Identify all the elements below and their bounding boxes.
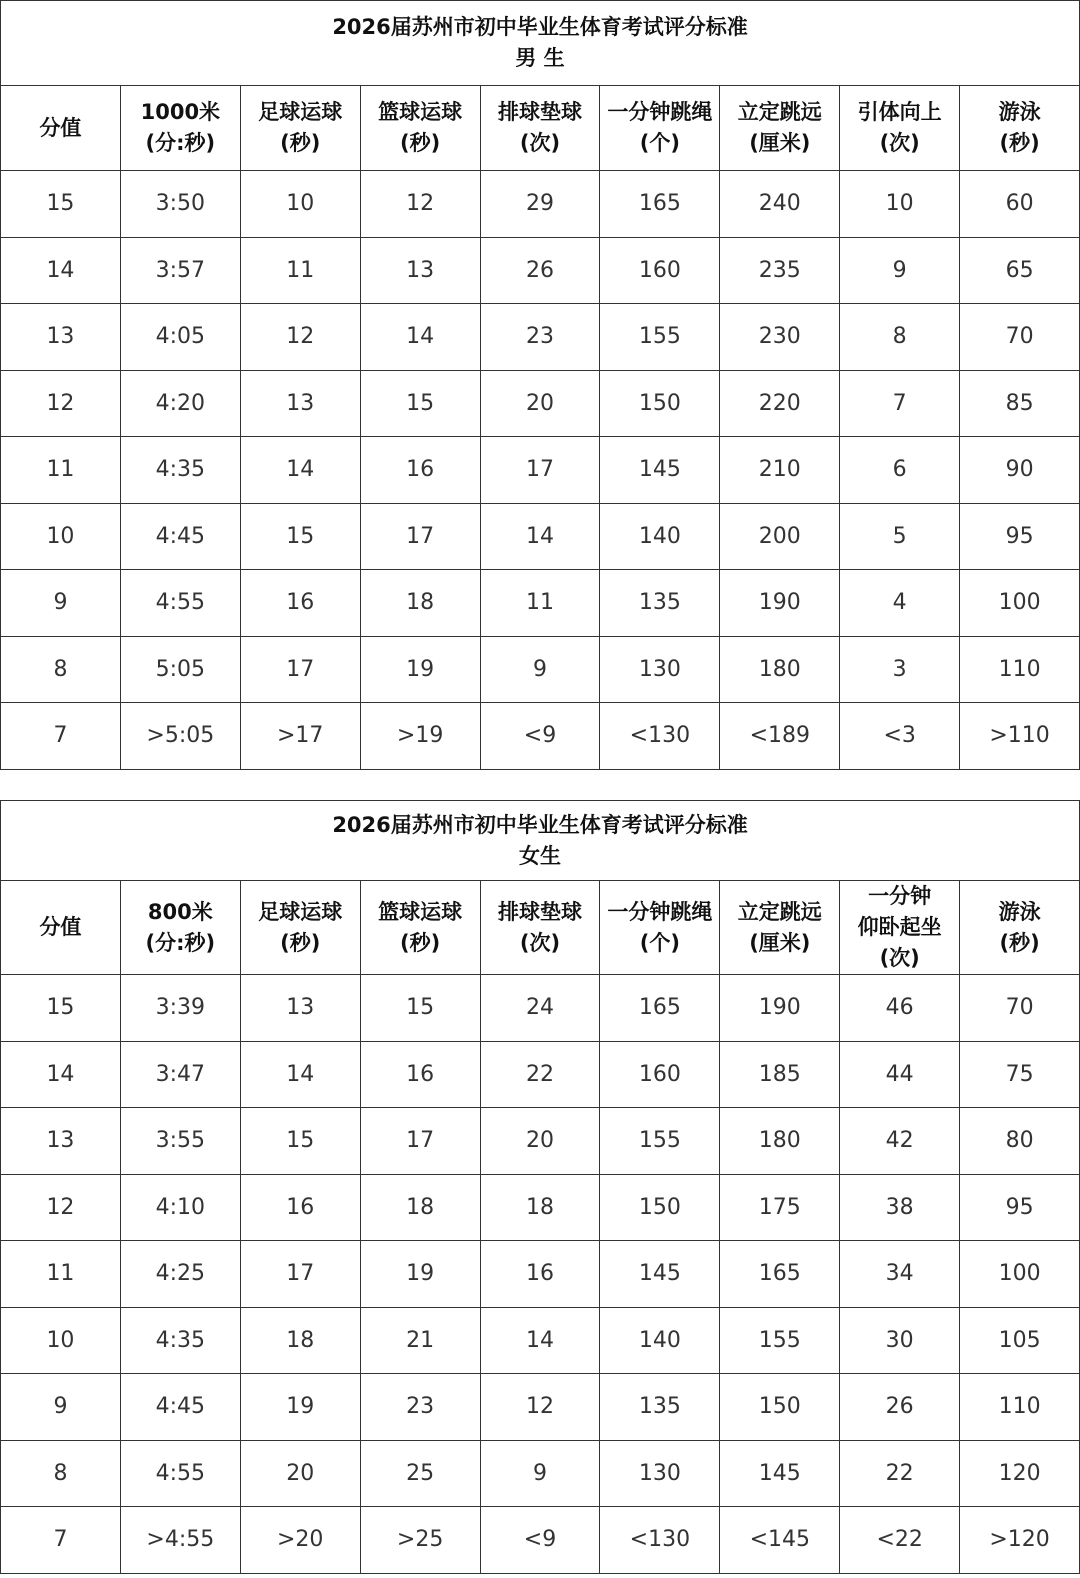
table-cell: 17 <box>480 437 600 504</box>
table-cell: 16 <box>240 570 360 637</box>
column-header <box>1 881 121 975</box>
table-cell: 130 <box>600 1440 720 1507</box>
table-cell: 14 <box>480 503 600 570</box>
table-cell: 12 <box>1 1174 121 1241</box>
column-header-line: 一分钟 <box>868 884 932 908</box>
table-cell: 19 <box>240 1374 360 1441</box>
table-row <box>1 304 1080 371</box>
column-header <box>960 86 1080 171</box>
table-cell: 180 <box>720 636 840 703</box>
column-header <box>240 881 360 975</box>
table-cell: 15 <box>1 975 121 1042</box>
table-cell: 6 <box>840 437 960 504</box>
table-cell: 11 <box>1 1241 121 1308</box>
table-cell: >4:55 <box>120 1507 240 1574</box>
table-cell: 14 <box>480 1307 600 1374</box>
table-cell: 8 <box>1 1440 121 1507</box>
title-text: 2026届苏州市初中毕业生体育考试评分标准 <box>332 15 748 39</box>
column-header-line: 分值 <box>39 115 82 140</box>
subtitle-text: 女生 <box>519 843 562 868</box>
table-cell: 46 <box>840 975 960 1042</box>
subtitle-text: 男 生 <box>515 46 565 70</box>
column-header-line: 篮球运球 <box>378 899 463 924</box>
table-cell: <22 <box>840 1507 960 1574</box>
table-cell: 165 <box>600 975 720 1042</box>
table-cell: 150 <box>600 370 720 437</box>
table-cell: 4:10 <box>120 1174 240 1241</box>
column-header-line: (秒) <box>400 131 441 155</box>
table-cell: 9 <box>840 237 960 304</box>
female-score-table <box>0 800 1080 1574</box>
table-cell: 7 <box>840 370 960 437</box>
table-cell: 8 <box>840 304 960 371</box>
table-cell: 10 <box>240 171 360 238</box>
table-cell: 15 <box>240 1108 360 1175</box>
table-row <box>1 1374 1080 1441</box>
table-row <box>1 437 1080 504</box>
table-cell: 110 <box>960 1374 1080 1441</box>
column-header-line: 分值 <box>39 915 82 939</box>
table-cell: <130 <box>600 1507 720 1574</box>
table-cell: 60 <box>960 171 1080 238</box>
table-cell: 140 <box>600 1307 720 1374</box>
table-cell: 17 <box>360 503 480 570</box>
column-header <box>600 881 720 975</box>
table-cell: 17 <box>240 636 360 703</box>
column-header-line: (秒) <box>999 930 1040 955</box>
table-cell: 150 <box>720 1374 840 1441</box>
column-header-line: 足球运球 <box>258 899 343 924</box>
table-cell: <3 <box>840 703 960 770</box>
table-cell: 16 <box>240 1174 360 1241</box>
column-header-line: (次) <box>879 131 920 155</box>
table-cell: 17 <box>240 1241 360 1308</box>
table-cell: 9 <box>1 570 121 637</box>
column-header-line: (厘米) <box>749 131 811 155</box>
table-cell: <130 <box>600 703 720 770</box>
table-cell: <189 <box>720 703 840 770</box>
column-header-line: (次) <box>879 946 920 970</box>
table-cell: 18 <box>360 570 480 637</box>
table-cell: 12 <box>240 304 360 371</box>
table-cell: 11 <box>480 570 600 637</box>
column-header-line: 立定跳远 <box>737 899 822 924</box>
column-header-line: (次) <box>519 131 561 155</box>
column-header-line: (个) <box>639 930 680 955</box>
table-cell: 10 <box>840 171 960 238</box>
table-cell: 3:50 <box>120 171 240 238</box>
table-cell: 12 <box>480 1374 600 1441</box>
table-cell: 14 <box>240 1041 360 1108</box>
table-cell: 4:45 <box>120 1374 240 1441</box>
table-cell: 18 <box>360 1174 480 1241</box>
column-header-line: 排球垫球 <box>498 100 582 124</box>
column-header-line: (次) <box>519 930 561 955</box>
table-cell: 13 <box>240 370 360 437</box>
table-cell: 19 <box>360 1241 480 1308</box>
table-cell: 16 <box>480 1241 600 1308</box>
table-cell: 17 <box>360 1108 480 1175</box>
table-cell: 15 <box>360 975 480 1042</box>
table-title <box>1 1 1080 86</box>
table-title <box>1 801 1080 881</box>
table-cell: 15 <box>1 171 121 238</box>
table-cell: 4:25 <box>120 1241 240 1308</box>
column-header-line: 1000米 <box>140 100 221 124</box>
table-cell: 19 <box>360 636 480 703</box>
table-cell: 155 <box>600 1108 720 1175</box>
column-header <box>720 881 840 975</box>
table-cell: 16 <box>360 1041 480 1108</box>
table-row <box>1 636 1080 703</box>
column-header-line: (秒) <box>400 930 441 955</box>
table-cell: 190 <box>720 570 840 637</box>
column-header <box>480 86 600 171</box>
column-header-line: 排球垫球 <box>498 899 582 924</box>
table-row <box>1 1440 1080 1507</box>
column-header-line: 游泳 <box>998 899 1041 924</box>
table-cell: 18 <box>240 1307 360 1374</box>
table-cell: 20 <box>480 370 600 437</box>
table-row <box>1 237 1080 304</box>
table-cell: >110 <box>960 703 1080 770</box>
column-header <box>1 86 121 171</box>
table-cell: 7 <box>1 1507 121 1574</box>
table-cell: 3:47 <box>120 1041 240 1108</box>
table-cell: 4:35 <box>120 437 240 504</box>
table-cell: 30 <box>840 1307 960 1374</box>
table-cell: 23 <box>360 1374 480 1441</box>
table-cell: 210 <box>720 437 840 504</box>
table-cell: 44 <box>840 1041 960 1108</box>
table-row <box>1 503 1080 570</box>
table-cell: 12 <box>360 171 480 238</box>
column-header <box>840 881 960 975</box>
table-cell: 85 <box>960 370 1080 437</box>
table-cell: 145 <box>600 437 720 504</box>
table-cell: 16 <box>360 437 480 504</box>
column-header-line: 800米 <box>147 899 213 924</box>
table-cell: 240 <box>720 171 840 238</box>
column-header-line: (秒) <box>280 930 321 955</box>
table-cell: 10 <box>1 1307 121 1374</box>
table-cell: 13 <box>1 1108 121 1175</box>
table-cell: >25 <box>360 1507 480 1574</box>
table-cell: 23 <box>480 304 600 371</box>
table-cell: 20 <box>240 1440 360 1507</box>
column-header <box>840 86 960 171</box>
table-row <box>1 1041 1080 1108</box>
table-cell: 105 <box>960 1307 1080 1374</box>
table-cell: 135 <box>600 1374 720 1441</box>
table-cell: 24 <box>480 975 600 1042</box>
table-cell: 12 <box>1 370 121 437</box>
column-header-line: 一分钟跳绳 <box>607 100 713 124</box>
table-row <box>1 1307 1080 1374</box>
table-cell: 13 <box>1 304 121 371</box>
table-cell: 4:20 <box>120 370 240 437</box>
column-header <box>120 881 240 975</box>
table-cell: 9 <box>480 636 600 703</box>
column-header-line: (个) <box>639 131 680 155</box>
table-cell: 8 <box>1 636 121 703</box>
column-header-line: (厘米) <box>749 930 811 955</box>
table-cell: 4:55 <box>120 570 240 637</box>
column-header-line: 游泳 <box>998 100 1041 124</box>
table-cell: 34 <box>840 1241 960 1308</box>
table-cell: 95 <box>960 1174 1080 1241</box>
table-cell: >5:05 <box>120 703 240 770</box>
table-cell: 120 <box>960 1440 1080 1507</box>
table-cell: 22 <box>840 1440 960 1507</box>
table-cell: 200 <box>720 503 840 570</box>
table-cell: 7 <box>1 703 121 770</box>
column-header-line: (秒) <box>999 131 1040 155</box>
table-row <box>1 1507 1080 1574</box>
table-cell: 100 <box>960 1241 1080 1308</box>
table-cell: 4:05 <box>120 304 240 371</box>
table-cell: 15 <box>360 370 480 437</box>
table-cell: >120 <box>960 1507 1080 1574</box>
table-cell: 4:45 <box>120 503 240 570</box>
table-cell: 150 <box>600 1174 720 1241</box>
table-cell: 4:55 <box>120 1440 240 1507</box>
table-cell: 90 <box>960 437 1080 504</box>
table-cell: 95 <box>960 503 1080 570</box>
table-cell: 42 <box>840 1108 960 1175</box>
column-header-line: 引体向上 <box>857 100 942 124</box>
table-cell: 180 <box>720 1108 840 1175</box>
table-cell: 160 <box>600 237 720 304</box>
table-row <box>1 1174 1080 1241</box>
table-cell: 145 <box>600 1241 720 1308</box>
table-cell: 13 <box>240 975 360 1042</box>
table-cell: 165 <box>720 1241 840 1308</box>
table-row <box>1 570 1080 637</box>
table-cell: 26 <box>840 1374 960 1441</box>
table-cell: 70 <box>960 304 1080 371</box>
table-cell: 14 <box>360 304 480 371</box>
column-header-line: (分:秒) <box>145 131 216 155</box>
column-header-line: 篮球运球 <box>378 100 463 124</box>
table-cell: 230 <box>720 304 840 371</box>
table-cell: 13 <box>360 237 480 304</box>
table-cell: 9 <box>1 1374 121 1441</box>
column-header <box>720 86 840 171</box>
column-header-line: 足球运球 <box>258 100 343 124</box>
table-cell: <145 <box>720 1507 840 1574</box>
table-cell: 25 <box>360 1440 480 1507</box>
table-cell: 175 <box>720 1174 840 1241</box>
table-row <box>1 1108 1080 1175</box>
table-cell: >17 <box>240 703 360 770</box>
table-cell: 140 <box>600 503 720 570</box>
table-cell: 3:39 <box>120 975 240 1042</box>
table-cell: 3 <box>840 636 960 703</box>
table-row <box>1 975 1080 1042</box>
table-cell: 4 <box>840 570 960 637</box>
table-cell: 75 <box>960 1041 1080 1108</box>
table-cell: 14 <box>1 1041 121 1108</box>
column-header <box>240 86 360 171</box>
table-cell: 135 <box>600 570 720 637</box>
column-header <box>480 881 600 975</box>
table-cell: 11 <box>1 437 121 504</box>
column-header-line: (秒) <box>280 131 321 155</box>
table-cell: 145 <box>720 1440 840 1507</box>
table-cell: 190 <box>720 975 840 1042</box>
table-cell: 235 <box>720 237 840 304</box>
table-cell: 14 <box>1 237 121 304</box>
column-header-line: (分:秒) <box>145 930 216 955</box>
table-cell: >20 <box>240 1507 360 1574</box>
title-text: 2026届苏州市初中毕业生体育考试评分标准 <box>332 812 748 837</box>
table-cell: 110 <box>960 636 1080 703</box>
table-cell: 29 <box>480 171 600 238</box>
table-cell: 14 <box>240 437 360 504</box>
table-cell: <9 <box>480 1507 600 1574</box>
table-cell: 38 <box>840 1174 960 1241</box>
table-cell: 5 <box>840 503 960 570</box>
column-header <box>120 86 240 171</box>
table-row <box>1 1241 1080 1308</box>
table-cell: 80 <box>960 1108 1080 1175</box>
table-row <box>1 171 1080 238</box>
table-cell: 18 <box>480 1174 600 1241</box>
table-cell: 22 <box>480 1041 600 1108</box>
column-header-line: 立定跳远 <box>737 100 822 124</box>
table-cell: 9 <box>480 1440 600 1507</box>
column-header <box>360 881 480 975</box>
column-header-line: 仰卧起坐 <box>857 915 942 939</box>
table-cell: 4:35 <box>120 1307 240 1374</box>
table-cell: 70 <box>960 975 1080 1042</box>
table-cell: 65 <box>960 237 1080 304</box>
table-cell: 21 <box>360 1307 480 1374</box>
table-cell: 3:55 <box>120 1108 240 1175</box>
column-header <box>360 86 480 171</box>
table-cell: 165 <box>600 171 720 238</box>
table-cell: 155 <box>720 1307 840 1374</box>
header-row <box>1 881 1080 975</box>
table-cell: 3:57 <box>120 237 240 304</box>
table-cell: 15 <box>240 503 360 570</box>
column-header-line: 一分钟跳绳 <box>607 899 713 924</box>
table-cell: 20 <box>480 1108 600 1175</box>
table-cell: 100 <box>960 570 1080 637</box>
column-header <box>600 86 720 171</box>
table-cell: <9 <box>480 703 600 770</box>
table-cell: >19 <box>360 703 480 770</box>
header-row <box>1 86 1080 171</box>
table-row <box>1 703 1080 770</box>
male-score-table <box>0 0 1080 770</box>
table-row <box>1 370 1080 437</box>
table-cell: 130 <box>600 636 720 703</box>
table-cell: 26 <box>480 237 600 304</box>
table-cell: 185 <box>720 1041 840 1108</box>
table-cell: 11 <box>240 237 360 304</box>
table-cell: 220 <box>720 370 840 437</box>
column-header <box>960 881 1080 975</box>
table-cell: 160 <box>600 1041 720 1108</box>
table-cell: 5:05 <box>120 636 240 703</box>
table-cell: 10 <box>1 503 121 570</box>
table-cell: 155 <box>600 304 720 371</box>
